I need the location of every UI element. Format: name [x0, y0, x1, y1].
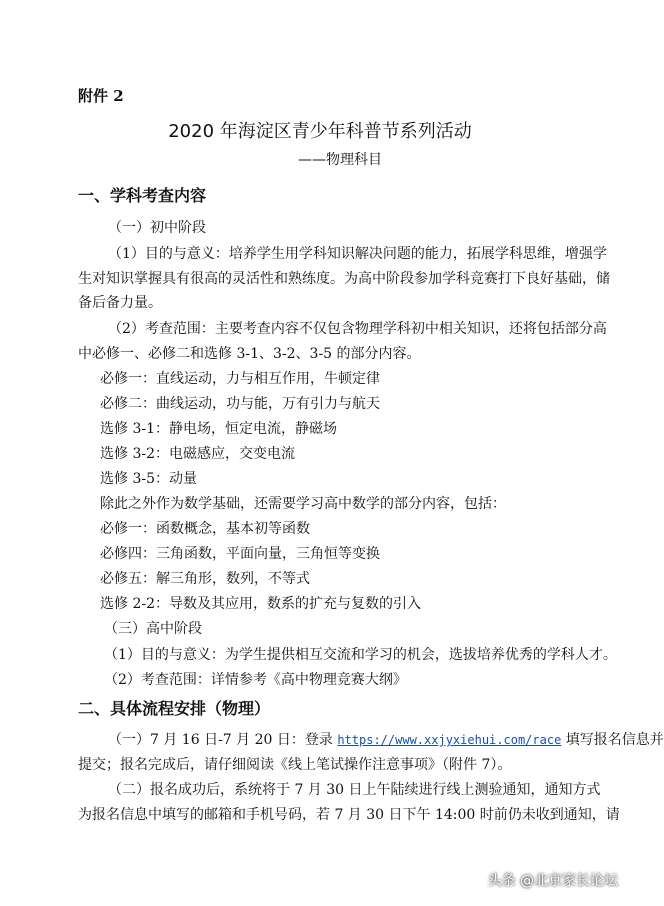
physics-item: 必修一：直线运动，力与相互作用，牛顿定律: [100, 371, 380, 387]
page-title: 2020 年海淀区青少年科普节系列活动: [168, 121, 472, 142]
math-intro: 除此之外作为数学基础，还需要学习高中数学的部分内容，包括：: [100, 496, 506, 512]
junior-purpose-line-1: （1）目的与意义：培养学生用学科知识解决问题的能力，拓展学科思维，增强学: [108, 246, 607, 262]
junior-scope-line-1: （2）考查范围：主要考查内容不仅包含物理学科初中相关知识，还将包括部分高: [108, 321, 607, 337]
step-1-suffix: 填写报名信息并: [561, 732, 664, 748]
math-item: 必修四：三角函数，平面向量，三角恒等变换: [100, 546, 380, 562]
senior-stage-label: （三）高中阶段: [104, 621, 202, 637]
step-2-line-2: 为报名信息中填写的邮箱和手机号码，若 7 月 30 日下午 14:00 时前仍未收到通知，请: [78, 807, 620, 823]
step-1-prefix: （一）7 月 16 日-7 月 20 日：登录: [108, 732, 338, 748]
math-item: 必修五：解三角形，数列，不等式: [100, 571, 310, 587]
step-1-line-2: 提交；报名完成后，请仔细阅读《线上笔试操作注意事项》（附件 7）。: [78, 757, 512, 773]
step-2-line-1: （二）报名成功后，系统将于 7 月 30 日上午陆续进行线上测验通知，通知方式: [108, 782, 601, 798]
senior-scope: （2）考查范围：详情参考《高中物理竞赛大纲》: [104, 672, 407, 688]
watermark: 头条 @北京家长论坛: [487, 873, 618, 889]
junior-scope-line-2: 中必修一、必修二和选修 3-1、3-2、3-5 的部分内容。: [78, 346, 421, 362]
page-subtitle: ——物理科目: [298, 152, 382, 168]
physics-item: 选修 3-1：静电场，恒定电流，静磁场: [100, 421, 337, 437]
junior-purpose-line-3: 备后备力量。: [78, 295, 162, 311]
step-1-line-1: [108, 731, 664, 749]
physics-item: 选修 3-5：动量: [100, 471, 197, 487]
registration-link[interactable]: https://www.xxjyxiehui.com/race: [337, 733, 562, 747]
attachment-label: 附件 2: [78, 87, 124, 105]
section-1-heading: 一、学科考查内容: [78, 186, 207, 205]
math-item: 必修一：函数概念，基本初等函数: [100, 521, 310, 537]
senior-purpose: （1）目的与意义：为学生提供相互交流和学习的机会，选拔培养优秀的学科人才。: [104, 647, 617, 663]
junior-stage-label: （一）初中阶段: [108, 220, 206, 236]
section-2-heading: 二、具体流程安排（物理）: [78, 699, 271, 718]
junior-purpose-line-2: 生对知识掌握具有很高的灵活性和熟练度。为高中阶段参加学科竞赛打下良好基础，储: [78, 271, 610, 287]
physics-item: 必修二：曲线运动，功与能，万有引力与航天: [100, 396, 380, 412]
physics-item: 选修 3-2：电磁感应，交变电流: [100, 446, 295, 462]
math-item: 选修 2-2：导数及其应用，数系的扩充与复数的引入: [100, 596, 421, 612]
